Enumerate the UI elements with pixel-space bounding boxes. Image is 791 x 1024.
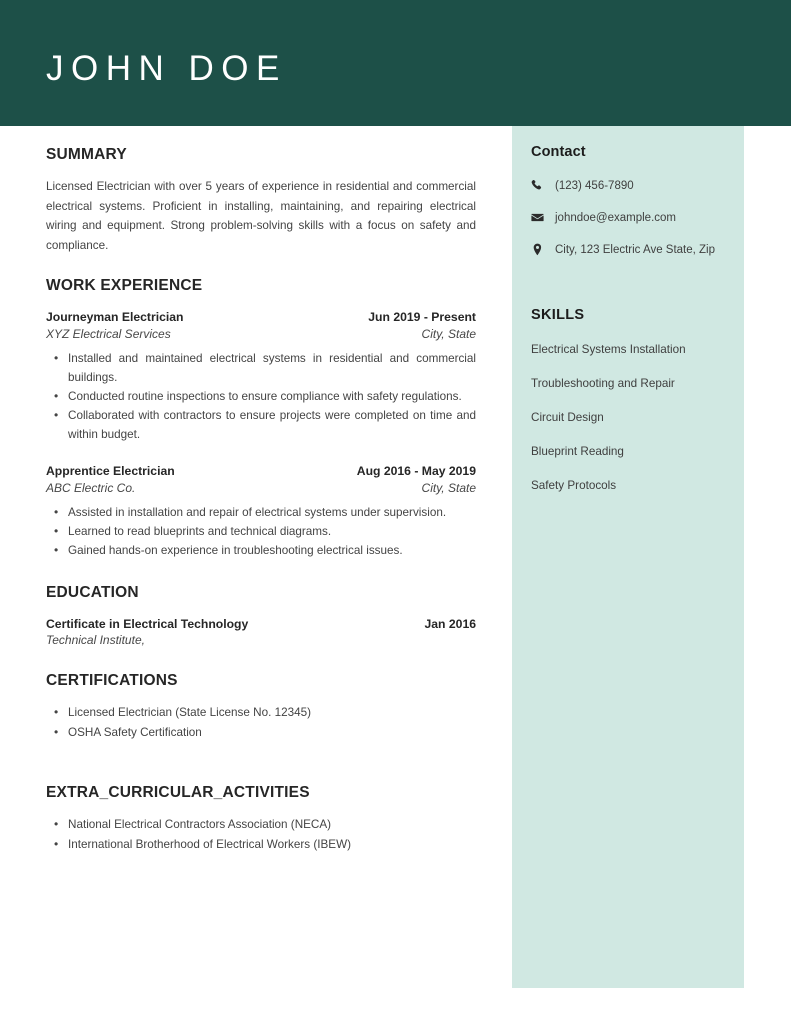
education-header-row <box>46 616 476 633</box>
contact-email-value: johndoe@example.com <box>555 212 676 224</box>
education-date: Jan 2016 <box>424 617 476 631</box>
summary-text: Licensed Electrician with over 5 years of experience in residential and commercial electrical systems. Proficient in installing, maintaining, and repairing electrical wiring and equipment. Strong problem-solving skills with a focus on safety and compliance. <box>46 180 476 252</box>
list-item: • National Electrical Contractors Association (NECA) <box>68 815 476 835</box>
education-degree: Certificate in Electrical Technology <box>46 617 249 631</box>
list-item: • Gained hands-on experience in troubleshooting electrical issues. <box>68 541 476 560</box>
section-title-work-experience: WORK EXPERIENCE <box>46 277 203 294</box>
skills-list <box>531 342 725 493</box>
list-item: Safety Protocols <box>531 479 617 492</box>
job-date: Aug 2016 - May 2019 <box>356 464 476 478</box>
list-item: Troubleshooting and Repair <box>531 377 675 390</box>
education-entry <box>46 616 476 647</box>
job-bullet-list <box>46 503 476 560</box>
list-item: • Collaborated with contractors to ensure projects were completed on time and within budget. <box>68 406 476 444</box>
list-item: • Assisted in installation and repair of electrical systems under supervision. <box>68 503 476 522</box>
spacer <box>531 274 725 307</box>
section-title-education: EDUCATION <box>46 584 139 601</box>
education-school: Technical Institute, <box>46 633 145 647</box>
job-header-row <box>46 463 476 480</box>
section-title-summary: SUMMARY <box>46 146 127 163</box>
list-item: • International Brotherhood of Electrical Workers (IBEW) <box>68 835 476 855</box>
job-bullet-list <box>46 349 476 444</box>
contact-location-value: City, 123 Electric Ave State, Zip <box>555 244 716 256</box>
section-title-skills: SKILLS <box>531 307 585 323</box>
list-item: • Licensed Electrician (State License No. 12345) <box>68 703 476 723</box>
job-title: Journeyman Electrician <box>46 310 184 324</box>
contact-item-location[interactable] <box>531 242 725 258</box>
section-title-extra-curricular-activities: EXTRA_CURRICULAR_ACTIVITIES <box>46 784 310 801</box>
job-subheader-row <box>46 480 476 497</box>
job-company: XYZ Electrical Services <box>46 327 171 341</box>
contact-list <box>531 178 725 258</box>
job-header-row <box>46 309 476 326</box>
list-item: Circuit Design <box>531 411 604 424</box>
list-item: • Learned to read blueprints and technical diagrams. <box>68 522 476 541</box>
resume-header-banner <box>0 0 791 126</box>
work-experience-entry <box>46 463 476 560</box>
job-title: Apprentice Electrician <box>46 464 175 478</box>
work-experience-entry <box>46 309 476 444</box>
contact-item-phone[interactable] <box>531 178 725 194</box>
envelope-icon <box>531 211 546 224</box>
contact-item-email[interactable] <box>531 210 725 226</box>
location-pin-icon <box>531 243 546 256</box>
certifications-list <box>46 703 476 742</box>
sidebar-panel <box>512 126 744 988</box>
job-date: Jun 2019 - Present <box>368 310 476 324</box>
extra-curricular-list <box>46 815 476 854</box>
section-title-certifications: CERTIFICATIONS <box>46 672 178 689</box>
list-item: Blueprint Reading <box>531 445 624 458</box>
list-item: • OSHA Safety Certification <box>68 723 476 743</box>
job-subheader-row <box>46 326 476 343</box>
list-item: • Installed and maintained electrical systems in residential and commercial buildings. <box>68 349 476 387</box>
job-location: City, State <box>421 327 476 341</box>
list-item: Electrical Systems Installation <box>531 343 686 356</box>
phone-icon <box>531 179 546 192</box>
job-company: ABC Electric Co. <box>46 481 136 495</box>
main-content-column <box>46 126 476 854</box>
section-title-contact: Contact <box>531 144 586 160</box>
job-location: City, State <box>421 481 476 495</box>
list-item: • Conducted routine inspections to ensure compliance with safety regulations. <box>68 387 476 406</box>
page-title: JOHN DOE <box>46 49 287 88</box>
contact-phone-value: (123) 456-7890 <box>555 180 634 192</box>
